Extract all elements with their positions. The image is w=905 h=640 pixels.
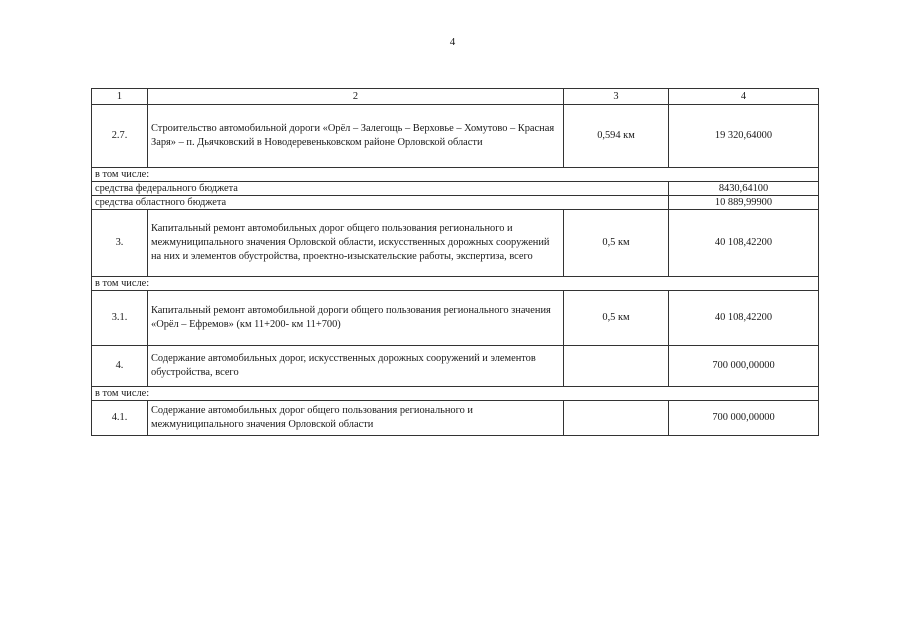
row-amount: 40 108,42200 bbox=[669, 210, 819, 277]
column-header: 2 bbox=[148, 89, 564, 105]
row-description: Капитальный ремонт автомобильной дороги общего пользования регионального значения «Орёл – Ефремов» (км 11+200- км 11+700) bbox=[148, 291, 564, 346]
subheading-label: в том числе: bbox=[92, 387, 819, 401]
row-number: 4. bbox=[92, 346, 148, 387]
column-header: 1 bbox=[92, 89, 148, 105]
funding-source-label: средства областного бюджета bbox=[92, 196, 669, 210]
table-row bbox=[92, 210, 819, 277]
row-description: Содержание автомобильных дорог, искусственных дорожных сооружений и элементов обустройства, всего bbox=[148, 346, 564, 387]
row-amount: 8430,64100 bbox=[669, 182, 819, 196]
row-amount: 40 108,42200 bbox=[669, 291, 819, 346]
row-length bbox=[564, 401, 669, 436]
row-amount: 700 000,00000 bbox=[669, 346, 819, 387]
row-number: 3.1. bbox=[92, 291, 148, 346]
page-number: 4 bbox=[449, 36, 456, 48]
row-length: 0,5 км bbox=[564, 291, 669, 346]
row-amount: 10 889,99900 bbox=[669, 196, 819, 210]
budget-table bbox=[91, 88, 819, 436]
row-description: Содержание автомобильных дорог общего пользования регионального и межмуниципального значения Орловской области bbox=[148, 401, 564, 436]
table-row bbox=[92, 182, 819, 196]
row-number: 2.7. bbox=[92, 105, 148, 168]
funding-source-label: средства федерального бюджета bbox=[92, 182, 669, 196]
row-number: 4.1. bbox=[92, 401, 148, 436]
table-row bbox=[92, 105, 819, 168]
subheading-label: в том числе: bbox=[92, 277, 819, 291]
row-description: Строительство автомобильной дороги «Орёл – Залегощь – Верховье – Хомутово – Красная Заря» – п. Дьячковский в Новодеревеньковском районе Орловской области bbox=[148, 105, 564, 168]
subheading-label: в том числе: bbox=[92, 168, 819, 182]
row-amount: 700 000,00000 bbox=[669, 401, 819, 436]
row-length bbox=[564, 346, 669, 387]
row-length: 0,594 км bbox=[564, 105, 669, 168]
row-description: Капитальный ремонт автомобильных дорог общего пользования регионального и межмуниципального значения Орловской области, искусственных дорожных сооружений на них и элементов обустройства, проектно-изыскательские работы, экспертиза, всего bbox=[148, 210, 564, 277]
column-header: 3 bbox=[564, 89, 669, 105]
table-header-row bbox=[92, 89, 819, 105]
table-row bbox=[92, 346, 819, 387]
table-row bbox=[92, 168, 819, 182]
row-length: 0,5 км bbox=[564, 210, 669, 277]
row-number: 3. bbox=[92, 210, 148, 277]
row-amount: 19 320,64000 bbox=[669, 105, 819, 168]
column-header: 4 bbox=[669, 89, 819, 105]
table-row bbox=[92, 401, 819, 436]
table-row bbox=[92, 277, 819, 291]
table-row bbox=[92, 387, 819, 401]
table-row bbox=[92, 291, 819, 346]
table-row bbox=[92, 196, 819, 210]
